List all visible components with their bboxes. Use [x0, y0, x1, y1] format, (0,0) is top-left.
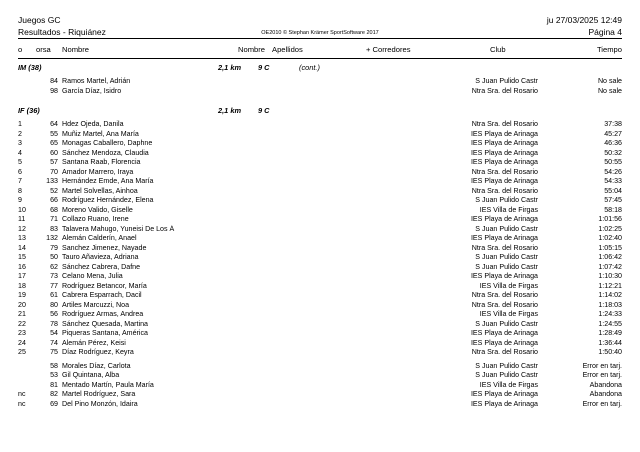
row-club: IES Playa de Arinaga [470, 390, 538, 398]
row-club: S Juan Pulido Castr [475, 77, 538, 85]
row-time: 54:26 [604, 167, 622, 176]
header-divider [18, 38, 622, 39]
result-row [18, 77, 622, 87]
row-bib: 133 [46, 177, 58, 185]
result-row [18, 87, 622, 97]
row-club: IES Playa de Arinaga [470, 272, 538, 280]
row-pos: 13 [18, 234, 26, 242]
page-header [18, 14, 622, 38]
result-row [18, 310, 622, 320]
row-time: 1:06:42 [598, 253, 622, 261]
result-row [18, 272, 622, 282]
row-club: Ntra Sra. del Rosario [471, 348, 538, 356]
group-controls: 9 C [258, 106, 270, 115]
row-name: Artiles Marcuzzi, Noa [62, 300, 130, 309]
row-bib: 79 [50, 243, 58, 252]
row-time: 1:24:33 [598, 310, 622, 318]
row-club: IES Villa de Firgas [479, 205, 538, 214]
row-time: 57:45 [604, 196, 622, 204]
row-bib: 81 [50, 380, 58, 389]
group-distance: 2,1 km [218, 106, 242, 115]
result-row [18, 244, 622, 254]
row-name: García Díaz, Isidro [62, 86, 122, 95]
row-time: 37:38 [604, 120, 622, 128]
row-bib: 71 [50, 215, 58, 223]
row-bib: 65 [50, 139, 58, 147]
column-headers [18, 44, 622, 56]
row-pos: 15 [18, 253, 26, 261]
col-time-header: Tiempo [596, 45, 622, 54]
col-runners-header: + Corredores [366, 45, 411, 54]
row-bib: 56 [50, 310, 58, 318]
row-pos: 14 [18, 243, 26, 252]
result-row [18, 329, 622, 339]
row-name: Alemán Calderín, Anael [62, 234, 137, 242]
group-distance: 2,1 km [218, 63, 242, 72]
row-name: Sánchez Cabrera, Dafne [62, 262, 141, 271]
row-name: Moreno Valido, Giselle [62, 205, 133, 214]
row-time: 50:32 [604, 148, 622, 157]
row-club: Ntra Sra. del Rosario [471, 300, 538, 309]
row-bib: 74 [50, 338, 58, 347]
row-time: 1:50:40 [598, 348, 622, 356]
row-name: Martel Rodríguez, Sara [62, 390, 136, 398]
row-time: 1:05:15 [598, 243, 622, 252]
row-name: Sánchez Quesada, Martina [62, 319, 148, 328]
results-list [18, 62, 622, 409]
row-name: Ramos Martel, Adrián [62, 77, 131, 85]
row-pos: 4 [18, 148, 22, 157]
row-bib: 66 [50, 196, 58, 204]
row-bib: 53 [50, 371, 58, 379]
result-row [18, 187, 622, 197]
row-pos: 22 [18, 319, 26, 328]
row-pos: 10 [18, 205, 26, 214]
row-club: Ntra Sra. del Rosario [471, 120, 538, 128]
row-time: 1:07:42 [598, 262, 622, 271]
result-row [18, 196, 622, 206]
row-club: IES Playa de Arinaga [470, 139, 538, 147]
row-club: Ntra Sra. del Rosario [471, 186, 538, 195]
row-time: 54:33 [604, 177, 622, 185]
result-row [18, 381, 622, 391]
row-time: 1:01:56 [598, 215, 622, 223]
row-name: Martel Solvellas, Ainhoa [62, 186, 138, 195]
row-bib: 50 [50, 253, 58, 261]
result-row [18, 158, 622, 168]
result-row [18, 348, 622, 358]
row-club: IES Villa de Firgas [479, 380, 538, 389]
row-name: Rodríguez Armas, Andrea [62, 310, 144, 318]
result-row [18, 120, 622, 130]
row-bib: 52 [50, 186, 58, 195]
row-club: IES Villa de Firgas [479, 310, 538, 318]
row-club: IES Playa de Arinaga [470, 338, 538, 347]
row-club: S Juan Pulido Castr [475, 253, 538, 261]
result-row [18, 320, 622, 330]
result-row [18, 139, 622, 149]
row-club: IES Villa de Firgas [479, 281, 538, 290]
row-club: IES Playa de Arinaga [470, 234, 538, 242]
row-club: IES Playa de Arinaga [470, 158, 538, 166]
row-club: Ntra Sra. del Rosario [471, 86, 538, 95]
row-pos: 17 [18, 272, 26, 280]
row-name: Morales Díaz, Carlota [62, 361, 131, 370]
row-club: S Juan Pulido Castr [475, 361, 538, 370]
row-pos: 11 [18, 215, 26, 223]
row-name: Celano Mena, Julia [62, 272, 123, 280]
group-header [18, 62, 622, 73]
row-name: Hernández Emde, Ana María [62, 177, 154, 185]
group-note: (cont.) [299, 63, 320, 72]
row-name: Gil Quintana, Alba [62, 371, 120, 379]
row-club: Ntra Sra. del Rosario [471, 291, 538, 299]
row-club: IES Playa de Arinaga [470, 148, 538, 157]
row-club: IES Playa de Arinaga [470, 215, 538, 223]
result-row [18, 149, 622, 159]
row-club: S Juan Pulido Castr [475, 319, 538, 328]
row-bib: 60 [50, 148, 58, 157]
result-row [18, 225, 622, 235]
row-time: 1:36:44 [598, 338, 622, 347]
row-bib: 75 [50, 348, 58, 356]
result-row [18, 263, 622, 273]
result-row [18, 253, 622, 263]
row-time: No sale [597, 77, 622, 85]
col-pos-header: o [18, 45, 23, 54]
report-date: ju 27/03/2025 12:49 [546, 15, 622, 25]
row-pos: 16 [18, 262, 26, 271]
row-time: 45:27 [604, 129, 622, 138]
row-bib: 57 [50, 158, 58, 166]
row-bib: 55 [50, 129, 58, 138]
row-time: Error en tarj. [582, 371, 622, 379]
row-name: Rodríguez Hernández, Elena [62, 196, 154, 204]
row-time: 55:04 [604, 186, 622, 195]
row-club: S Juan Pulido Castr [475, 371, 538, 379]
row-pos: 20 [18, 300, 26, 309]
row-pos: 19 [18, 291, 26, 299]
col-bib-header: orsa [36, 45, 51, 54]
result-row [18, 339, 622, 349]
row-time: 1:12:21 [598, 281, 622, 290]
result-row [18, 168, 622, 178]
row-time: 58:18 [604, 205, 622, 214]
row-club: S Juan Pulido Castr [475, 196, 538, 204]
row-name: Díaz Rodríguez, Keyra [62, 348, 134, 356]
row-time: Error en tarj. [582, 399, 622, 408]
row-club: IES Playa de Arinaga [470, 129, 538, 138]
row-name: Tauro Añavieza, Adriana [62, 253, 139, 261]
row-bib: 61 [50, 291, 58, 299]
row-bib: 64 [50, 120, 58, 128]
row-bib: 77 [50, 281, 58, 290]
row-club: S Juan Pulido Castr [475, 224, 538, 233]
result-row [18, 371, 622, 381]
row-name: Collazo Ruano, Irene [62, 215, 129, 223]
row-bib: 58 [50, 361, 58, 370]
row-pos: 8 [18, 186, 22, 195]
row-pos: 7 [18, 177, 22, 185]
software-credit: OE2010 © Stephan Krämer SportSoftware 2017 [261, 30, 379, 36]
group-header [18, 105, 622, 116]
row-pos: 1 [18, 120, 22, 128]
group-rows [18, 120, 622, 358]
row-bib: 78 [50, 319, 58, 328]
row-time: 1:10:30 [598, 272, 622, 280]
group-name: IF (36) [18, 106, 40, 115]
row-name: Sanchez Jimenez, Nayade [62, 243, 147, 252]
row-club: Ntra Sra. del Rosario [471, 167, 538, 176]
row-name: Del Pino Monzón, Idaira [62, 399, 138, 408]
row-name: Talavera Mahugo, Yuneisi De Los Á [62, 224, 175, 233]
row-time: 1:28:49 [598, 329, 622, 337]
result-row [18, 282, 622, 292]
row-time: Abandona [589, 380, 622, 389]
row-name: Rodríguez Betancor, María [62, 281, 147, 290]
row-time: 1:24:55 [598, 319, 622, 328]
row-pos: 2 [18, 129, 22, 138]
result-row [18, 390, 622, 400]
result-row [18, 291, 622, 301]
row-pos: nc [18, 399, 26, 408]
row-name: Hdez Ojeda, Danila [62, 120, 124, 128]
row-bib: 132 [46, 234, 58, 242]
result-row [18, 206, 622, 216]
row-name: Piqueras Santana, América [62, 329, 148, 337]
row-time: Abandona [589, 390, 622, 398]
row-name: Sánchez Mendoza, Claudia [62, 148, 149, 157]
row-time: 1:14:02 [598, 291, 622, 299]
row-pos: 12 [18, 224, 26, 233]
group-extra-rows [18, 362, 622, 410]
row-pos: nc [18, 390, 26, 398]
row-time: No sale [597, 86, 622, 95]
row-pos: 25 [18, 348, 26, 356]
row-pos: 5 [18, 158, 22, 166]
row-bib: 83 [50, 224, 58, 233]
result-row [18, 301, 622, 311]
row-club: S Juan Pulido Castr [475, 262, 538, 271]
row-time: 1:18:03 [598, 300, 622, 309]
row-time: 1:02:40 [598, 234, 622, 242]
result-row [18, 362, 622, 372]
row-bib: 98 [50, 86, 58, 95]
col-name2-header: Nombre [238, 45, 266, 54]
row-club: Ntra Sra. del Rosario [471, 243, 538, 252]
row-name: Monagas Caballero, Daphne [62, 139, 153, 147]
col-name-header: Nombre [62, 45, 90, 54]
row-time: 50:55 [604, 158, 622, 166]
row-pos: 21 [18, 310, 26, 318]
row-name: Cabrera Esparrach, Dacil [62, 291, 142, 299]
group-name: IM (38) [18, 63, 42, 72]
row-club: IES Playa de Arinaga [470, 399, 538, 408]
row-bib: 80 [50, 300, 58, 309]
row-bib: 68 [50, 205, 58, 214]
row-time: Error en tarj. [582, 361, 622, 370]
result-row [18, 234, 622, 244]
row-pos: 23 [18, 329, 26, 337]
row-time: 46:36 [604, 139, 622, 147]
row-time: 1:02:25 [598, 224, 622, 233]
page-number: Página 4 [588, 27, 622, 37]
result-row [18, 130, 622, 140]
row-bib: 62 [50, 262, 58, 271]
report-title: Juegos GC [18, 15, 61, 25]
row-bib: 73 [50, 272, 58, 280]
report-subtitle: Resultados - Riquiánez [18, 27, 106, 37]
group-controls: 9 C [258, 63, 270, 72]
row-pos: 18 [18, 281, 26, 290]
row-club: IES Playa de Arinaga [470, 329, 538, 337]
row-pos: 24 [18, 338, 26, 347]
col-surname-header: Apellidos [272, 45, 303, 54]
col-club-header: Club [490, 45, 506, 54]
row-bib: 70 [50, 167, 58, 176]
row-name: Muñiz Martel, Ana María [62, 129, 139, 138]
row-name: Alemán Pérez, Keisi [62, 338, 126, 347]
result-row [18, 400, 622, 410]
column-divider [18, 58, 622, 59]
row-bib: 54 [50, 329, 58, 337]
row-bib: 84 [50, 77, 58, 85]
row-name: Amador Marrero, Iraya [62, 167, 134, 176]
row-name: Mentado Martín, Paula María [62, 380, 154, 389]
row-bib: 82 [50, 390, 58, 398]
row-pos: 6 [18, 167, 22, 176]
row-club: IES Playa de Arinaga [470, 177, 538, 185]
result-row [18, 215, 622, 225]
result-row [18, 177, 622, 187]
row-pos: 3 [18, 139, 22, 147]
row-pos: 9 [18, 196, 22, 204]
row-name: Santana Raab, Florencia [62, 158, 141, 166]
row-bib: 69 [50, 399, 58, 408]
